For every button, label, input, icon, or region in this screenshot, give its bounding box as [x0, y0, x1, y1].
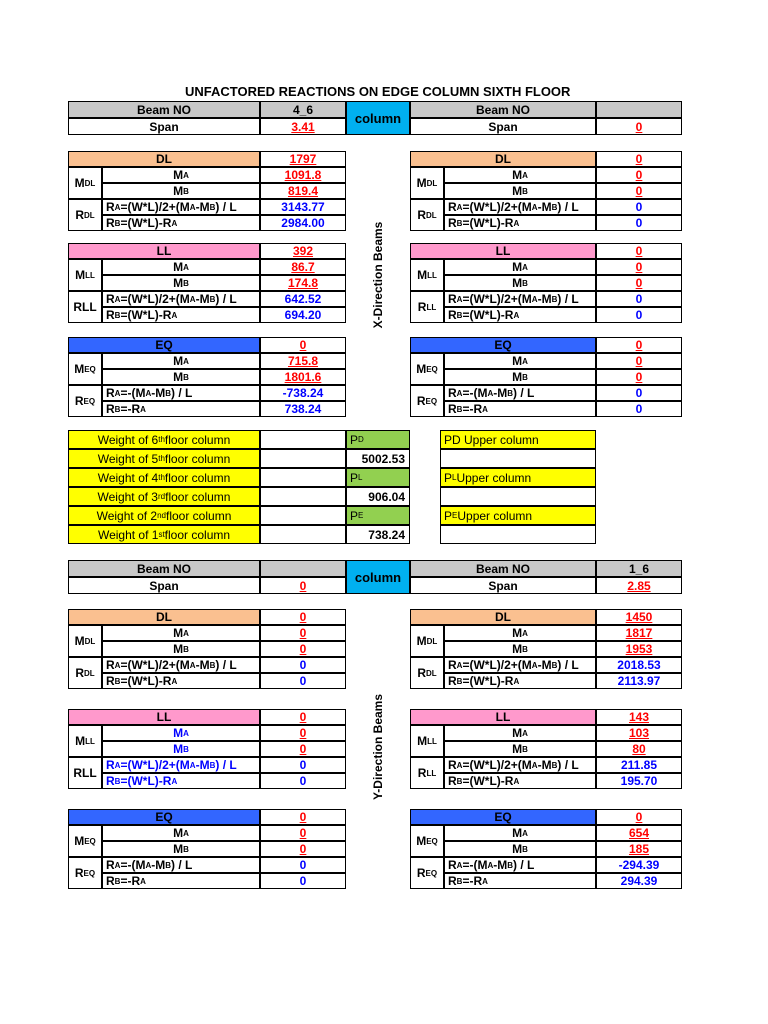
dl-w-value[interactable]: 0	[260, 609, 346, 625]
dl-r-label[interactable]: R DL	[410, 199, 444, 231]
ll-r-label[interactable]: RLL	[68, 757, 102, 789]
eq-ra-value[interactable]: 0	[596, 385, 682, 401]
eq-mb-value[interactable]: 185	[596, 841, 682, 857]
mb-label[interactable]: M B	[444, 183, 596, 199]
beam-no-left[interactable]: 4_6	[260, 101, 346, 118]
ma-label[interactable]: M A	[102, 167, 260, 183]
ll-m-label[interactable]: M LL	[68, 725, 102, 757]
pe-upper-column[interactable]: P E Upper column	[440, 506, 596, 525]
span-label-right[interactable]: Span	[410, 118, 596, 135]
ll-rb-value[interactable]: 0	[260, 773, 346, 789]
weight-value-2[interactable]	[260, 506, 346, 525]
mb-label[interactable]: M B	[102, 183, 260, 199]
pl-label[interactable]: P L	[346, 468, 410, 487]
ll-ma-value[interactable]: 86.7	[260, 259, 346, 275]
mb-label[interactable]: M B	[444, 841, 596, 857]
pl-upper-text: Upper column	[456, 470, 532, 485]
dl-m-label[interactable]: M DL	[68, 167, 102, 199]
ll-m-label[interactable]: M LL	[68, 259, 102, 291]
span-label[interactable]: Span	[68, 577, 260, 594]
mb-label[interactable]: M B	[102, 275, 260, 291]
weight-floor-3[interactable]: Weight of 3 rd floor column	[68, 487, 260, 506]
dl-m-label[interactable]: M DL	[410, 625, 444, 657]
dl-ra-value[interactable]: 3143.77	[260, 199, 346, 215]
eq-m-label[interactable]: M EQ	[68, 825, 102, 857]
mb-label[interactable]: M B	[102, 369, 260, 385]
column-label[interactable]: column	[346, 560, 410, 594]
dl-ma-value[interactable]: 0	[596, 167, 682, 183]
dl-ma-value[interactable]: 1817	[596, 625, 682, 641]
ll-w-value[interactable]: 392	[260, 243, 346, 259]
ma-label[interactable]: M A	[102, 825, 260, 841]
ll-header[interactable]: LL	[68, 243, 260, 259]
rb-formula[interactable]: R B =(W*L)-R A	[102, 215, 260, 231]
ll-header[interactable]: LL	[68, 709, 260, 725]
weight-value-3[interactable]	[260, 487, 346, 506]
mb-label[interactable]: M B	[444, 741, 596, 757]
dl-w-value[interactable]: 0	[596, 151, 682, 167]
dl-rb-value[interactable]: 0	[260, 673, 346, 689]
weight-floor-5[interactable]: Weight of 5 th floor column	[68, 449, 260, 468]
ll-ma-value[interactable]: 0	[260, 725, 346, 741]
dl-ma-value[interactable]: 1091.8	[260, 167, 346, 183]
mb-label[interactable]: M B	[102, 841, 260, 857]
mb-label[interactable]: M B	[444, 641, 596, 657]
pe-upper-value[interactable]	[440, 525, 596, 544]
rb-formula[interactable]: R B =(W*L)-R A	[102, 673, 260, 689]
pe-upper-text: Upper column	[457, 508, 533, 523]
dl-rb-value[interactable]: 2984.00	[260, 215, 346, 231]
ll-ra-value[interactable]: 0	[596, 291, 682, 307]
dl-r-label[interactable]: R DL	[68, 657, 102, 689]
mb-label[interactable]: M B	[444, 275, 596, 291]
ll-r-label[interactable]: RLL	[68, 291, 102, 323]
dl-mb-value[interactable]: 819.4	[260, 183, 346, 199]
rb-formula[interactable]: R B =(W*L)-R A	[444, 307, 596, 323]
ll-ra-value[interactable]: 0	[260, 757, 346, 773]
ra-formula[interactable]: R A =(W*L)/2+(M A -M B ) / L	[102, 657, 260, 673]
dl-header[interactable]: DL	[68, 609, 260, 625]
pe-value[interactable]: 738.24	[346, 525, 410, 544]
eq-ra-value[interactable]: -738.24	[260, 385, 346, 401]
ra-formula[interactable]: R A =(W*L)/2+(M A -M B ) / L	[444, 657, 596, 673]
eq-ma-value[interactable]: 654	[596, 825, 682, 841]
weight-value-5[interactable]	[260, 449, 346, 468]
ll-mb-value[interactable]: 80	[596, 741, 682, 757]
beam-no-label-right[interactable]: Beam NO	[410, 101, 596, 118]
ll-ra-value[interactable]: 211.85	[596, 757, 682, 773]
rb-formula[interactable]: R B =-R A	[444, 401, 596, 417]
ll-mb-value[interactable]: 0	[596, 275, 682, 291]
ra-formula[interactable]: R A =(W*L)/2+(M A -M B ) / L	[444, 199, 596, 215]
rb-formula[interactable]: R B =(W*L)-R A	[444, 773, 596, 789]
span-left[interactable]: 0	[260, 577, 346, 594]
pl-upper-column[interactable]: P L Upper column	[440, 468, 596, 487]
eq-mb-value[interactable]: 1801.6	[260, 369, 346, 385]
eq-rb-value[interactable]: 294.39	[596, 873, 682, 889]
eq-ma-value[interactable]: 0	[260, 825, 346, 841]
beam-no-label[interactable]: Beam NO	[68, 560, 260, 577]
beam-no-label-right[interactable]: Beam NO	[410, 560, 596, 577]
rb-formula[interactable]: R B =(W*L)-R A	[444, 215, 596, 231]
rb-formula[interactable]: R B =(W*L)-R A	[102, 773, 260, 789]
ll-w-value[interactable]: 0	[260, 709, 346, 725]
dl-header[interactable]: DL	[410, 609, 596, 625]
span-right[interactable]: 2.85	[596, 577, 682, 594]
ll-w-value[interactable]: 0	[596, 243, 682, 259]
ma-label[interactable]: M A	[444, 625, 596, 641]
eq-w-value[interactable]: 0	[596, 337, 682, 353]
ma-label[interactable]: M A	[102, 259, 260, 275]
rb-formula[interactable]: R B =-R A	[102, 401, 260, 417]
rb-formula[interactable]: R B =(W*L)-R A	[444, 673, 596, 689]
rb-formula[interactable]: R B =-R A	[444, 873, 596, 889]
ll-mb-value[interactable]: 0	[260, 741, 346, 757]
dl-mb-value[interactable]: 0	[260, 641, 346, 657]
eq-header[interactable]: EQ	[68, 809, 260, 825]
dl-header[interactable]: DL	[410, 151, 596, 167]
eq-m-label[interactable]: M EQ	[410, 825, 444, 857]
eq-ma-value[interactable]: 715.8	[260, 353, 346, 369]
mb-label[interactable]: M B	[444, 369, 596, 385]
ll-rb-value[interactable]: 694.20	[260, 307, 346, 323]
span-left[interactable]: 3.41	[260, 118, 346, 135]
ma-label[interactable]: M A	[444, 167, 596, 183]
eq-header[interactable]: EQ	[68, 337, 260, 353]
mb-label[interactable]: M B	[102, 641, 260, 657]
weight-floor-2[interactable]: Weight of 2 nd floor column	[68, 506, 260, 525]
dl-header[interactable]: DL	[68, 151, 260, 167]
ra-formula[interactable]: R A =-(M A -M B ) / L	[102, 385, 260, 401]
pd-upper-column[interactable]: PD Upper column	[440, 430, 596, 449]
ra-formula[interactable]: R A =(W*L)/2+(M A -M B ) / L	[444, 291, 596, 307]
ra-formula[interactable]: R A =(W*L)/2+(M A -M B ) / L	[444, 757, 596, 773]
ll-header[interactable]: LL	[410, 243, 596, 259]
eq-r-label[interactable]: R EQ	[68, 857, 102, 889]
eq-m-label[interactable]: M EQ	[410, 353, 444, 385]
ra-formula[interactable]: R A =(W*L)/2+(M A -M B ) / L	[102, 199, 260, 215]
ll-ma-value[interactable]: 103	[596, 725, 682, 741]
ra-formula[interactable]: R A =(W*L)/2+(M A -M B ) / L	[102, 291, 260, 307]
dl-mb-value[interactable]: 0	[596, 183, 682, 199]
eq-r-label[interactable]: R EQ	[410, 385, 444, 417]
dl-ma-value[interactable]: 0	[260, 625, 346, 641]
ll-rb-value[interactable]: 195.70	[596, 773, 682, 789]
ra-formula[interactable]: R A =-(M A -M B ) / L	[102, 857, 260, 873]
weight-floor-6[interactable]: Weight of 6 th floor column	[68, 430, 260, 449]
eq-m-label[interactable]: M EQ	[68, 353, 102, 385]
dl-ra-value[interactable]: 2018.53	[596, 657, 682, 673]
dl-rb-value[interactable]: 2113.97	[596, 673, 682, 689]
dl-r-label[interactable]: R DL	[410, 657, 444, 689]
dl-ra-value[interactable]: 0	[596, 199, 682, 215]
rb-formula[interactable]: R B =(W*L)-R A	[102, 307, 260, 323]
dl-rb-value[interactable]: 0	[596, 215, 682, 231]
eq-header[interactable]: EQ	[410, 809, 596, 825]
ma-label[interactable]: M A	[102, 353, 260, 369]
ma-label[interactable]: M A	[444, 825, 596, 841]
pd-value[interactable]: 5002.53	[346, 449, 410, 468]
weight-value-6[interactable]	[260, 430, 346, 449]
ll-r-label[interactable]: R LL	[410, 291, 444, 323]
ra-formula[interactable]: R A =-(M A -M B ) / L	[444, 857, 596, 873]
eq-rb-value[interactable]: 0	[260, 873, 346, 889]
eq-r-label[interactable]: R EQ	[68, 385, 102, 417]
dl-r-label[interactable]: R DL	[68, 199, 102, 231]
ma-label[interactable]: M A	[444, 353, 596, 369]
eq-w-value[interactable]: 0	[596, 809, 682, 825]
eq-header[interactable]: EQ	[410, 337, 596, 353]
eq-rb-value[interactable]: 738.24	[260, 401, 346, 417]
pd-upper-value[interactable]	[440, 449, 596, 468]
ll-m-label[interactable]: M LL	[410, 725, 444, 757]
ll-w-value[interactable]: 143	[596, 709, 682, 725]
span-label-right[interactable]: Span	[410, 577, 596, 594]
span-label[interactable]: Span	[68, 118, 260, 135]
weight-value-1[interactable]	[260, 525, 346, 544]
eq-w-value[interactable]: 0	[260, 809, 346, 825]
y-direction-label: Y-Direction Beams	[371, 693, 385, 801]
eq-ra-value[interactable]: -294.39	[596, 857, 682, 873]
ll-mb-value[interactable]: 174.8	[260, 275, 346, 291]
beam-no-right[interactable]: 1_6	[596, 560, 682, 577]
ll-ma-value[interactable]: 0	[596, 259, 682, 275]
weight-value-4[interactable]	[260, 468, 346, 487]
pl-upper-value[interactable]	[440, 487, 596, 506]
weight-floor-4[interactable]: Weight of 4 th floor column	[68, 468, 260, 487]
eq-ma-value[interactable]: 0	[596, 353, 682, 369]
ra-formula[interactable]: R A =-(M A -M B ) / L	[444, 385, 596, 401]
ma-label[interactable]: M A	[102, 625, 260, 641]
dl-mb-value[interactable]: 1953	[596, 641, 682, 657]
rb-formula[interactable]: R B =-R A	[102, 873, 260, 889]
pd-label[interactable]: P D	[346, 430, 410, 449]
ma-label[interactable]: M A	[444, 259, 596, 275]
x-direction-label: X-Direction Beams	[371, 221, 385, 329]
page-title: UNFACTORED REACTIONS ON EDGE COLUMN SIXTH FLOOR	[185, 84, 571, 99]
eq-ra-value[interactable]: 0	[260, 857, 346, 873]
span-right[interactable]: 0	[596, 118, 682, 135]
dl-w-value[interactable]: 1797	[260, 151, 346, 167]
beam-no-label[interactable]: Beam NO	[68, 101, 260, 118]
ll-ra-value[interactable]: 642.52	[260, 291, 346, 307]
dl-m-label[interactable]: M DL	[68, 625, 102, 657]
mb-label[interactable]: M B	[102, 741, 260, 757]
eq-r-label[interactable]: R EQ	[410, 857, 444, 889]
eq-rb-value[interactable]: 0	[596, 401, 682, 417]
ma-label[interactable]: M A	[444, 725, 596, 741]
ll-header[interactable]: LL	[410, 709, 596, 725]
pe-label[interactable]: P E	[346, 506, 410, 525]
dl-m-label[interactable]: M DL	[410, 167, 444, 199]
ll-r-label[interactable]: R LL	[410, 757, 444, 789]
ll-m-label[interactable]: M LL	[410, 259, 444, 291]
pl-value[interactable]: 906.04	[346, 487, 410, 506]
eq-mb-value[interactable]: 0	[260, 841, 346, 857]
eq-w-value[interactable]: 0	[260, 337, 346, 353]
dl-ra-value[interactable]: 0	[260, 657, 346, 673]
column-label[interactable]: column	[346, 101, 410, 135]
ma-label[interactable]: M A	[102, 725, 260, 741]
beam-no-right[interactable]	[596, 101, 682, 118]
weight-floor-1[interactable]: Weight of 1 st floor column	[68, 525, 260, 544]
dl-w-value[interactable]: 1450	[596, 609, 682, 625]
beam-no-left[interactable]	[260, 560, 346, 577]
ll-rb-value[interactable]: 0	[596, 307, 682, 323]
eq-mb-value[interactable]: 0	[596, 369, 682, 385]
ra-formula[interactable]: R A =(W*L)/2+(M A -M B ) / L	[102, 757, 260, 773]
